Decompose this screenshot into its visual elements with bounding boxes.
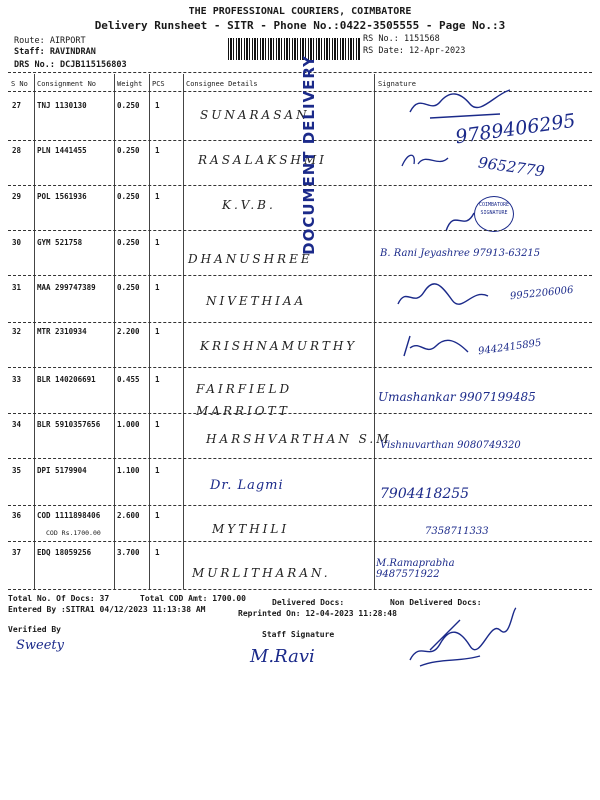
row-consignment: MTR 2310934 [37,327,87,336]
row-sno: 29 [12,192,22,201]
receiver-signature: 7904418255 [380,486,470,502]
divider [8,413,592,414]
row-sno: 30 [12,238,22,247]
company-name: THE PROFESSIONAL COURIERS, COIMBATORE [188,6,412,17]
receiver-signature: Vishnuvarthan 9080749320 [380,440,521,451]
divider [8,541,592,542]
total-docs: Total No. Of Docs: 37 [8,594,110,603]
row-pcs: 1 [155,238,160,247]
total-cod: Total COD Amt: 1700.00 [140,594,246,603]
divider [8,458,592,459]
drs-number: DRS No.: DCJB115156803 [14,60,127,70]
consignee-name: RASALAKSHMI [198,153,327,167]
row-sno: 37 [12,548,22,557]
row-consignment: PLN 1441455 [37,146,87,155]
non-delivered-docs: Non Delivered Docs: [390,598,482,607]
company-seal: COIMBATORE SIGNATURE [474,196,514,232]
row-sno: 32 [12,327,22,336]
rs-number: RS No.: 1151568 [363,34,440,44]
row-pcs: 1 [155,101,160,110]
consignee-name: K.V.B. [222,198,276,212]
row-weight: 0.455 [117,375,140,384]
row-consignment: DPI 5179904 [37,466,87,475]
col-signature: Signature [378,80,416,88]
staff-signature: M.Ravi [250,646,315,667]
col-consignee: Consignee Details [186,80,258,88]
receiver-signature: 9789406295 [454,109,577,149]
row-sno: 33 [12,375,22,384]
col-sno: S No [11,80,28,88]
receiver-signature: 9442415895 [477,337,543,358]
row-consignment: BLR 5910357656 [37,420,101,429]
signature-scribble [400,600,520,670]
divider [8,275,592,276]
signature-scribble [400,84,520,124]
row-pcs: 1 [155,466,160,475]
column-rule [374,74,375,589]
receiver-signature: 7358711333 [425,526,489,537]
receiver-signature: Umashankar 9907199485 [378,390,536,404]
rs-date: RS Date: 12-Apr-2023 [363,46,466,56]
divider [8,367,592,368]
barcode [228,38,360,60]
divider [8,505,592,506]
consignee-name: Dr. Lagmi [210,478,284,493]
signature-scribble [392,282,502,312]
consignee-name: DHANUSHREE [188,252,313,266]
row-weight: 2.200 [117,327,140,336]
consignee-name: FAIRFIELD MARRIOTT [196,382,293,418]
staff-signature-label: Staff Signature [262,630,335,639]
consignee-name: HARSHVARTHAN S.M [206,432,392,446]
signature-scribble [396,330,476,360]
row-consignment: TNJ 1130130 [37,101,87,110]
row-sno: 34 [12,420,22,429]
document-delivery-stamp: DOCUMENT DELIVERY [300,55,318,255]
row-consignment: POL 1561936 [37,192,87,201]
receiver-signature: 9952206006 [509,284,575,303]
consignee-name: KRISHNAMURTHY [200,339,358,353]
divider [8,322,592,323]
column-rule [114,74,115,589]
row-pcs: 1 [155,511,160,520]
row-sno: 36 [12,511,22,520]
runsheet-title: Delivery Runsheet - SITR - Phone No.:0422-3505555 - Page No.:3 [94,19,506,32]
entered-by: Entered By :SITRA1 04/12/2023 11:13:38 AM [8,605,206,614]
row-consignment: GYM 521758 [37,238,83,247]
row-sno: 28 [12,146,22,155]
row-weight: 0.250 [117,238,140,247]
row-consignment: COD 1111898406 [37,511,101,520]
row-pcs: 1 [155,375,160,384]
signature-scribble [398,148,478,172]
row-weight: 1.000 [117,420,140,429]
row-weight: 1.100 [117,466,140,475]
route-label: Route: AIRPORT [14,36,86,46]
row-consignment: BLR 140206691 [37,375,96,384]
col-consignment: Consignment No [37,80,97,88]
consignee-name: SUNARASAN [200,108,310,122]
column-rule [34,74,35,589]
consignee-name: NIVETHIAA [206,294,307,308]
row-weight: 3.700 [117,548,140,557]
row-weight: 2.600 [117,511,140,520]
row-weight: 0.250 [117,101,140,110]
row-weight: 0.250 [117,192,140,201]
row-sno: 31 [12,283,22,292]
row-pcs: 1 [155,548,160,557]
row-sno: 35 [12,466,22,475]
receiver-signature: B. Rani Jeyashree 97913-63215 [380,248,541,259]
row-pcs: 1 [155,420,160,429]
consignee-name: MURLITHARAN. [192,566,331,580]
consignee-name: MYTHILI [212,522,290,536]
verified-by-label: Verified By [8,625,61,634]
column-rule [183,74,184,589]
row-pcs: 1 [155,283,160,292]
receiver-signature: 9652779 [477,153,546,181]
col-weight: Weight [117,80,143,88]
receiver-signature: M.Ramaprabha 9487571922 [376,558,455,580]
delivered-docs: Delivered Docs: [272,598,345,607]
verified-signature: Sweety [16,638,64,653]
row-sno: 27 [12,101,22,110]
column-rule [149,74,150,589]
reprinted-on: Reprinted On: 12-04-2023 11:28:48 [238,609,397,618]
divider [8,589,592,590]
staff-label: Staff: RAVINDRAN [14,47,96,57]
row-weight: 0.250 [117,283,140,292]
row-pcs: 1 [155,192,160,201]
row-pcs: 1 [155,327,160,336]
row-consignment: MAA 299747389 [37,283,96,292]
col-pcs: PCS [152,80,165,88]
row-weight: 0.250 [117,146,140,155]
cod-amount: COD Rs.1700.00 [46,529,101,537]
row-consignment: EDQ 18059256 [37,548,92,557]
row-pcs: 1 [155,146,160,155]
